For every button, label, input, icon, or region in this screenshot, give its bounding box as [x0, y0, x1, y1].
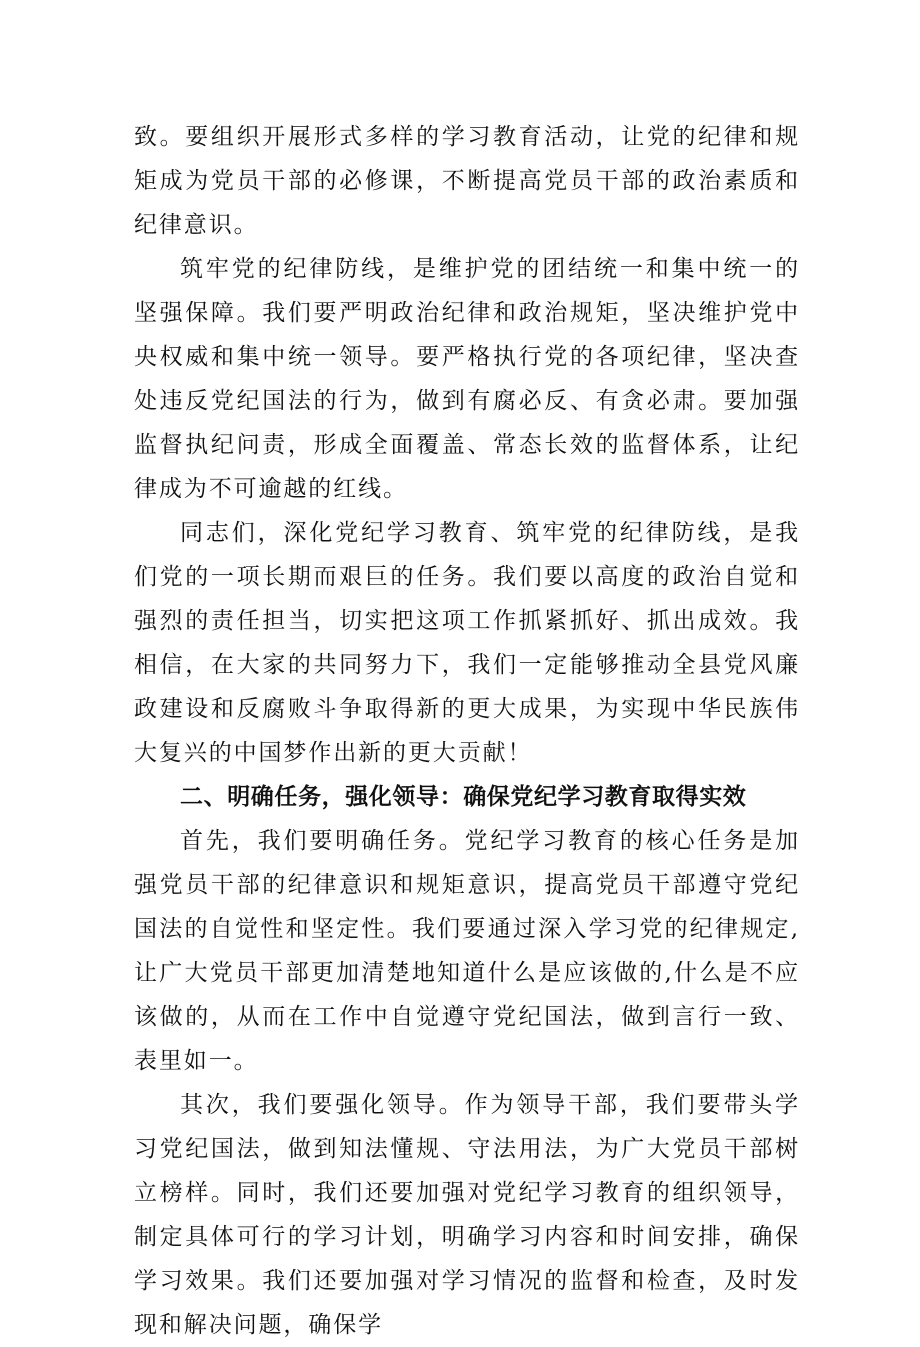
paragraph-clarify-tasks: 首先，我们要明确任务。党纪学习教育的核心任务是加强党员干部的纪律意识和规矩意识，提高党员干部遵守党纪国法的自觉性和坚定性。我们要通过深入学习党的纪律规定,让广大党员干部更加清楚地知道什么是应该做的,什么是不应该做的，从而在工作中自觉遵守党纪国法，做到言行一致、表里如一。	[134, 828, 800, 1074]
paragraph-continuation: 致。要组织开展形式多样的学习教育活动，让党的纪律和规矩成为党员干部的必修课，不断提高党员干部的政治素质和纪律意识。	[134, 124, 800, 238]
document-body	[134, 115, 800, 1347]
paragraph-comrades: 同志们，深化党纪学习教育、筑牢党的纪律防线，是我们党的一项长期而艰巨的任务。我们要以高度的政治自觉和强烈的责任担当，切实把这项工作抓紧抓好、抓出成效。我相信，在大家的共同努力下，我们一定能够推动全县党风廉政建设和反腐败斗争取得新的更大成果，为实现中华民族伟大复兴的中国梦作出新的更大贡献！	[134, 520, 800, 766]
section-heading: 二、明确任务，强化领导：确保党纪学习教育取得实效	[180, 784, 747, 810]
paragraph-discipline-defense: 筑牢党的纪律防线，是维护党的团结统一和集中统一的坚强保障。我们要严明政治纪律和政治规矩，坚决维护党中央权威和集中统一领导。要严格执行党的各项纪律，坚决查处违反党纪国法的行为，做到有腐必反、有贪必肃。要加强监督执纪问责，形成全面覆盖、常态长效的监督体系，让纪律成为不可逾越的红线。	[134, 256, 800, 502]
paragraph-strengthen-leadership: 其次，我们要强化领导。作为领导干部，我们要带头学习党纪国法，做到知法懂规、守法用法，为广大党员干部树立榜样。同时，我们还要加强对党纪学习教育的组织领导，制定具体可行的学习计划，明确学习内容和时间安排，确保学习效果。我们还要加强对学习情况的监督和检查，及时发现和解决问题，确保学	[134, 1092, 800, 1338]
